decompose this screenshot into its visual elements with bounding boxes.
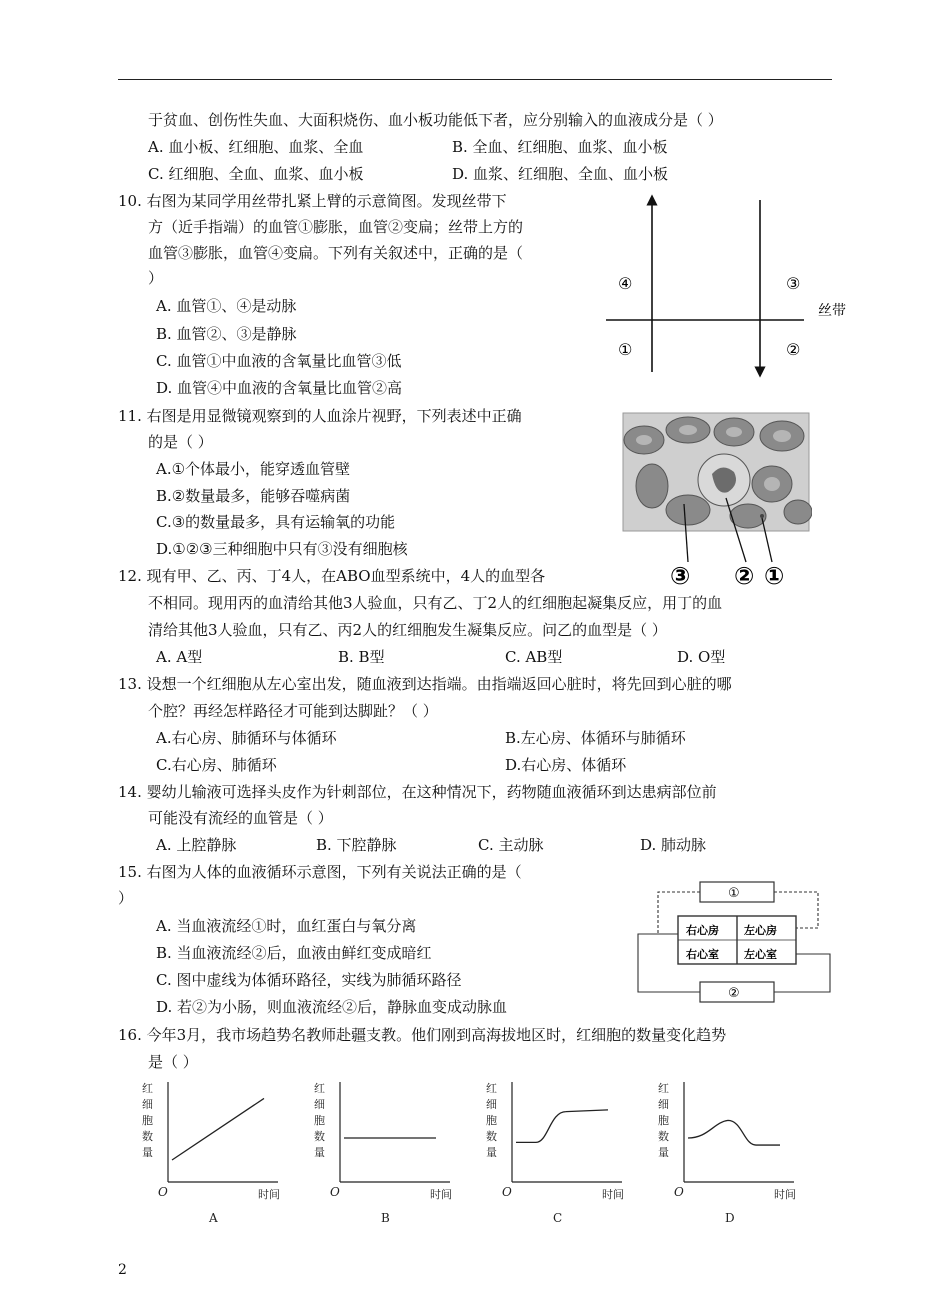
chart-A	[142, 1082, 280, 1225]
organ-box-1-label: ①	[728, 886, 740, 901]
y-axis-label-char: 胞	[658, 1114, 669, 1127]
origin-label: O	[330, 1185, 340, 1199]
header-rule	[118, 79, 832, 80]
trend-line	[688, 1120, 780, 1145]
q14-stem-2: 可能没有流经的血管是（ ）	[148, 809, 333, 827]
chart-caption: D	[725, 1211, 735, 1225]
q11-option-c: C.③的数量最多，具有运输氧的功能	[156, 513, 396, 531]
q14-option-a: A. 上腔静脉	[156, 836, 237, 854]
x-axis-label: 时间	[602, 1188, 624, 1201]
q10-option-b: B. 血管②、③是静脉	[156, 325, 297, 343]
chart-D	[658, 1082, 796, 1225]
y-axis-label-char: 量	[658, 1146, 669, 1159]
right-ventricle: 右心室	[686, 948, 719, 961]
left-ventricle: 左心室	[744, 948, 777, 961]
q14-stem-1: 14. 婴幼儿输液可选择头皮作为针刺部位，在这种情况下，药物随血液循环到达患病部位前	[118, 783, 717, 801]
x-axis-label: 时间	[430, 1188, 452, 1201]
left-atrium: 左心房	[744, 924, 777, 937]
y-axis-label-char: 红	[486, 1082, 497, 1095]
q15-stem-2: ）	[118, 889, 134, 907]
q12-option-d: D. O型	[677, 648, 726, 666]
q12-option-a: A. A型	[156, 648, 203, 666]
q12-stem-1: 12. 现有甲、乙、丙、丁4人，在ABO血型系统中，4人的血型各	[118, 567, 546, 585]
ribbon-diagram	[600, 192, 860, 382]
q11-stem-2: 的是（ ）	[148, 433, 213, 451]
y-axis-label-char: 胞	[314, 1114, 325, 1127]
q10-option-c: C. 血管①中血液的含氧量比血管③低	[156, 352, 402, 370]
smear-label-2: ②	[734, 562, 755, 590]
label-4: ④	[618, 274, 633, 293]
label-3: ③	[786, 274, 801, 293]
q13-option-d: D.右心房、体循环	[505, 756, 627, 774]
label-2: ②	[786, 340, 801, 359]
q9-stem: 于贫血、创伤性失血、大面积烧伤、血小板功能低下者，应分别输入的血液成分是（ ）	[148, 111, 723, 129]
y-axis-label-char: 细	[142, 1098, 153, 1111]
q10-stem-2: 方（近手指端）的血管①膨胀，血管②变扁；丝带上方的	[148, 218, 524, 236]
page-number: 2	[118, 1262, 127, 1278]
blood-smear-image	[622, 412, 812, 592]
q12-option-c: C. AB型	[505, 648, 563, 666]
q10-option-a: A. 血管①、④是动脉	[156, 297, 297, 315]
y-axis-label-char: 数	[658, 1130, 669, 1143]
q9-option-d: D. 血浆、红细胞、全血、血小板	[452, 165, 669, 183]
q14-option-d: D. 肺动脉	[640, 836, 707, 854]
chart-B	[314, 1082, 452, 1225]
q13-stem-2: 个腔？再经怎样路径才可能到达脚趾？（ ）	[148, 702, 438, 720]
q9-option-a: A. 血小板、红细胞、血浆、全血	[148, 138, 364, 156]
q10-stem-1: 10. 右图为某同学用丝带扎紧上臂的示意简图。发现丝带下	[118, 192, 507, 210]
q13-option-c: C.右心房、肺循环	[156, 756, 277, 774]
y-axis-label-char: 量	[486, 1146, 497, 1159]
q13-option-b: B.左心房、体循环与肺循环	[505, 729, 686, 747]
q9-option-c: C. 红细胞、全血、血浆、血小板	[148, 165, 364, 183]
q13-option-a: A.右心房、肺循环与体循环	[156, 729, 337, 747]
q12-stem-2: 不相同。现用丙的血清给其他3人验血，只有乙、丁2人的红细胞起凝集反应，用丁的血	[148, 594, 723, 612]
y-axis-label-char: 量	[314, 1146, 325, 1159]
organ-box-2-label: ②	[728, 986, 740, 1001]
y-axis-label-char: 细	[314, 1098, 325, 1111]
q9-option-b: B. 全血、红细胞、血浆、血小板	[452, 138, 668, 156]
q10-option-d: D. 血管④中血液的含氧量比血管②高	[156, 379, 403, 397]
y-axis-label-char: 胞	[142, 1114, 153, 1127]
q10-stem-4: ）	[148, 269, 164, 287]
q15-option-b: B. 当血液流经②后，血液由鲜红变成暗红	[156, 944, 432, 962]
y-axis-label-char: 数	[314, 1130, 325, 1143]
y-axis-label-char: 数	[486, 1130, 497, 1143]
trend-line	[516, 1110, 608, 1143]
chart-C	[486, 1082, 624, 1225]
origin-label: O	[502, 1185, 512, 1199]
q15-option-a: A. 当血液流经①时，血红蛋白与氧分离	[156, 917, 417, 935]
chart-caption: A	[209, 1211, 218, 1225]
q15-option-d: D. 若②为小肠，则血液流经②后，静脉血变成动脉血	[156, 998, 508, 1016]
origin-label: O	[158, 1185, 168, 1199]
y-axis-label-char: 胞	[486, 1114, 497, 1127]
q11-option-b: B.②数量最多，能够吞噬病菌	[156, 487, 351, 505]
q16-stem-1: 16. 今年3月，我市场趋势名教师赴疆支教。他们刚到高海拔地区时，红细胞的数量变化趋势	[118, 1026, 727, 1044]
label-1: ①	[618, 340, 633, 359]
circulation-diagram	[632, 874, 842, 1004]
q12-stem-3: 清给其他3人验血，只有乙、丙2人的红细胞发生凝集反应。问乙的血型是（ ）	[148, 621, 667, 639]
chart-caption: C	[553, 1211, 563, 1225]
q12-option-b: B. B型	[338, 648, 385, 666]
trend-line	[172, 1098, 264, 1160]
y-axis-label-char: 红	[142, 1082, 153, 1095]
q15-stem-1: 15. 右图为人体的血液循环示意图，下列有关说法正确的是（	[118, 863, 522, 881]
smear-label-3: ③	[670, 562, 691, 590]
y-axis-label-char: 量	[142, 1146, 153, 1159]
y-axis-label-char: 细	[486, 1098, 497, 1111]
right-atrium: 右心房	[686, 924, 719, 937]
q15-option-c: C. 图中虚线为体循环路径，实线为肺循环路径	[156, 971, 462, 989]
q14-option-b: B. 下腔静脉	[316, 836, 397, 854]
y-axis-label-char: 细	[658, 1098, 669, 1111]
charts-q16	[140, 1078, 830, 1228]
q11-option-a: A.①个体最小，能穿透血管壁	[156, 460, 351, 478]
ribbon-label: 丝带	[818, 303, 846, 319]
chart-caption: B	[381, 1211, 390, 1225]
q11-stem-1: 11. 右图是用显微镜观察到的人血涂片视野，下列表述中正确	[118, 407, 522, 425]
smear-label-1: ①	[764, 562, 785, 590]
q11-option-d: D.①②③三种细胞中只有③没有细胞核	[156, 540, 408, 558]
y-axis-label-char: 数	[142, 1130, 153, 1143]
x-axis-label: 时间	[258, 1188, 280, 1201]
origin-label: O	[674, 1185, 684, 1199]
q16-stem-2: 是（ ）	[148, 1053, 198, 1071]
y-axis-label-char: 红	[658, 1082, 669, 1095]
x-axis-label: 时间	[774, 1188, 796, 1201]
q14-option-c: C. 主动脉	[478, 836, 544, 854]
y-axis-label-char: 红	[314, 1082, 325, 1095]
q13-stem-1: 13. 设想一个红细胞从左心室出发，随血液到达指端。由指端返回心脏时，将先回到心脏的哪	[118, 675, 732, 693]
q10-stem-3: 血管③膨胀，血管④变扁。下列有关叙述中，正确的是（	[148, 244, 524, 262]
